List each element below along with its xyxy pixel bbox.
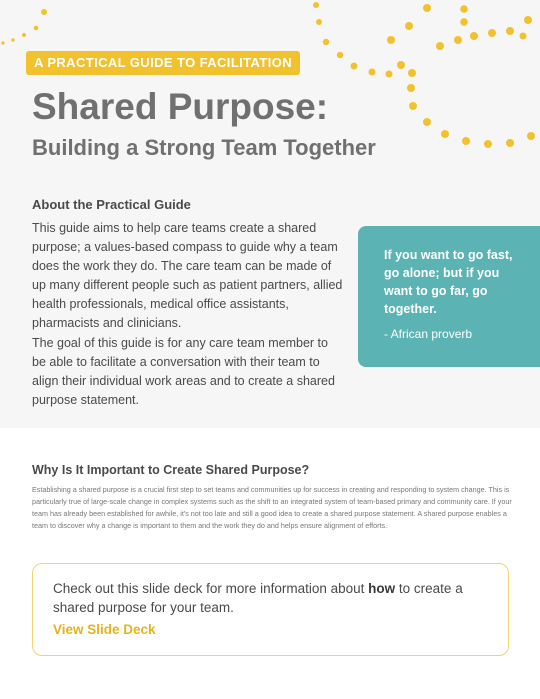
callout-text-start: Check out this slide deck for more information about — [53, 581, 369, 596]
page-title: Shared Purpose: — [32, 86, 329, 127]
callout-text-emphasis: how — [368, 581, 396, 596]
quote-text: If you want to go fast, go alone; but if you want to go far, go together. — [384, 248, 513, 316]
why-heading: Why Is It Important to Create Shared Purpose? — [32, 463, 310, 477]
slide-deck-callout — [32, 563, 509, 656]
why-body: Establishing a shared purpose is a crucial first step to set teams and communities up for success in creating and responding to system change. This is particularly true of large-scale change in complex systems such as the shift to an integrated system of team-based primary and community care. If your team has already been established for awhile, it's not too late and still a good idea to create a shared purpose statement. A shared purpose enables a team to discover why a change is important to them and the work they do and helps ensure alignment of efforts. — [32, 485, 512, 530]
about-heading: About the Practical Guide — [32, 197, 191, 212]
about-paragraph-1: This guide aims to help care teams create a shared purpose; a values-based compass to guide why a team does the work they do. The care team can be made of up many different people such as patient partners, allied health professionals, medical office assistants, pharmacists and clinicians. — [32, 221, 343, 330]
quote-source: - African proverb — [384, 327, 473, 341]
guide-badge: A PRACTICAL GUIDE TO FACILITATION — [26, 51, 300, 75]
page-subtitle: Building a Strong Team Together — [32, 135, 376, 160]
callout-text — [53, 579, 473, 617]
quote-card — [358, 226, 540, 367]
callout-text-end: to create a shared purpose for your team. — [53, 581, 463, 615]
about-paragraph-2: The goal of this guide is for any care team member to be able to facilitate a conversation with their team to align their individual work areas and to create a shared purpose statement. — [32, 336, 335, 407]
view-slide-deck-link[interactable]: View Slide Deck — [53, 622, 156, 637]
